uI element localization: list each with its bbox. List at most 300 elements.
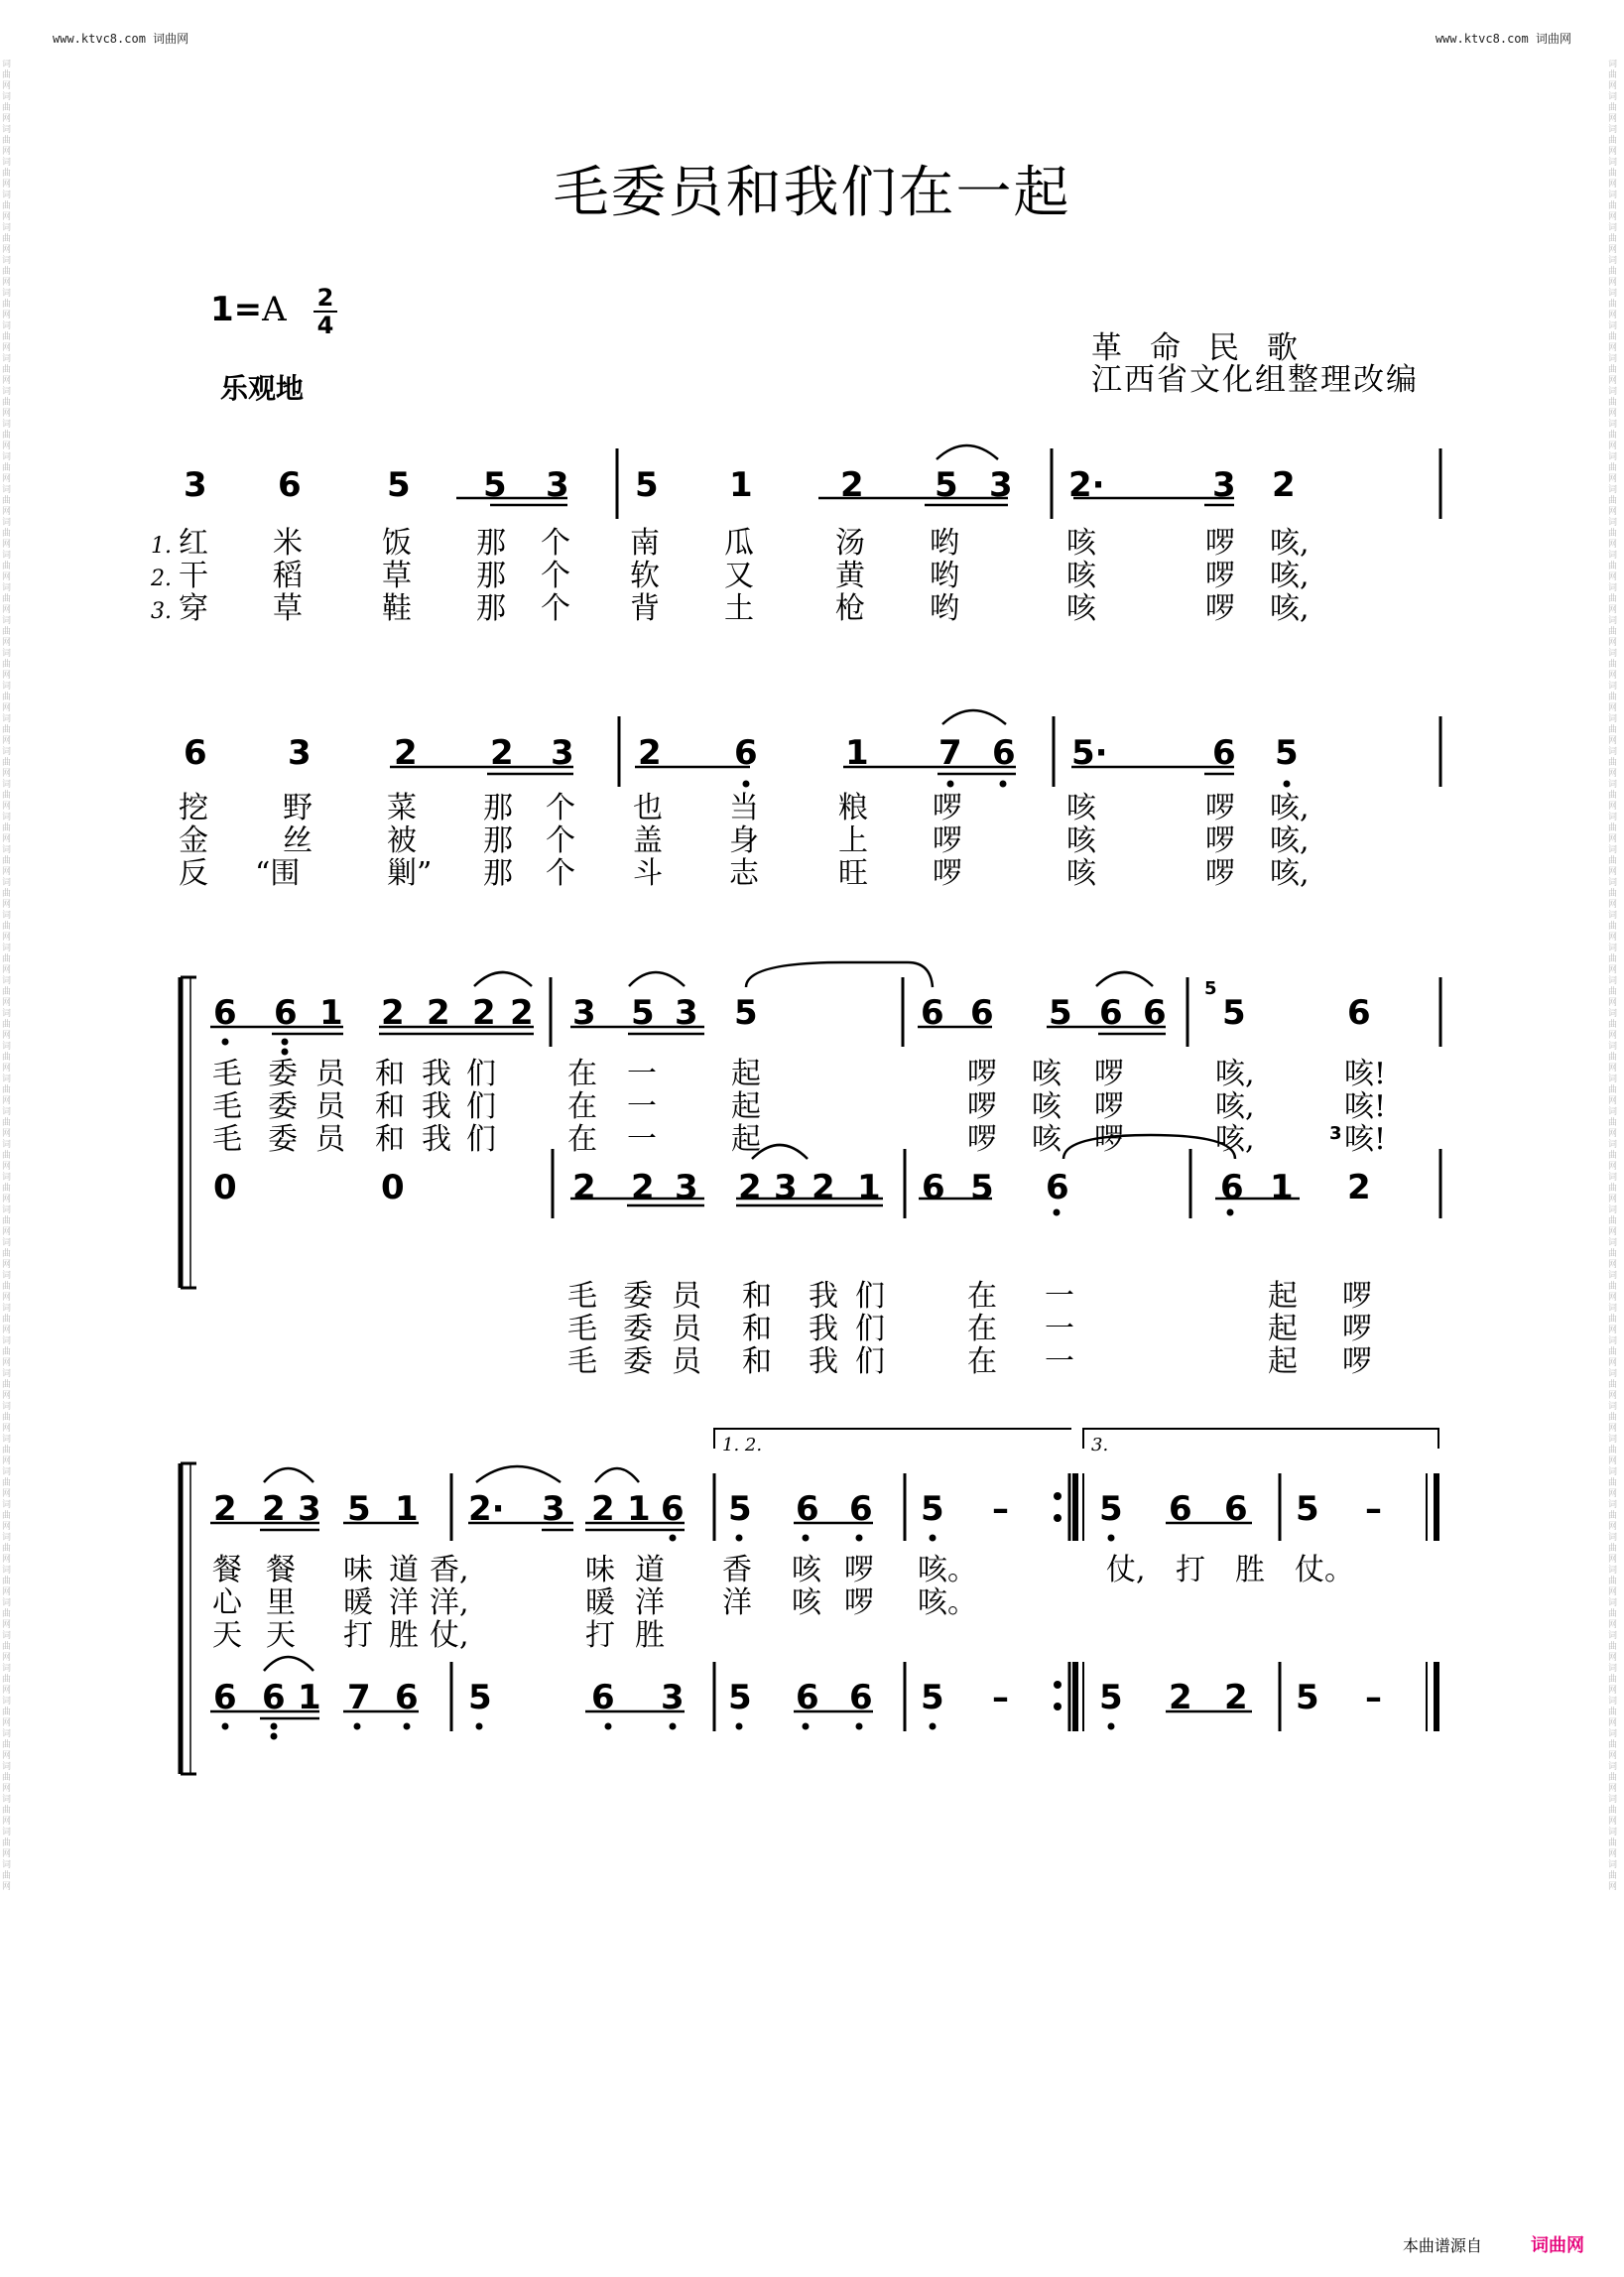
lyric: 啰 xyxy=(1205,591,1235,626)
side-watermark-left: 词曲网词曲网词曲网词曲网词曲网词曲网词曲网词曲网词曲网词曲网词曲网词曲网词曲网词曲网词曲网词曲网词曲网词曲网词曲网词曲网词曲网词曲网词曲网词曲网词曲网词曲网词曲网词曲网词曲网词曲网词曲网词曲网词曲网词曲网词曲网词曲网词曲网词曲网词曲网词曲网词曲网词曲网词曲网词曲网词曲网词曲网词曲网词曲网词曲网词曲网词曲网词曲网词曲网词曲网词曲网词曲网 xyxy=(2,60,12,1892)
lyric: 员 xyxy=(672,1279,701,1314)
note: 6 xyxy=(922,1168,945,1207)
note: 6 xyxy=(184,733,207,773)
note: 6 xyxy=(661,1489,685,1529)
lyric: 员 xyxy=(672,1312,701,1346)
lyric: 们 xyxy=(855,1312,885,1346)
lyric: 啰 xyxy=(1342,1312,1372,1346)
lyric: 盖 xyxy=(633,823,663,858)
lyric: 一 xyxy=(627,1122,657,1157)
lyric: 胜 xyxy=(389,1618,419,1653)
lyric: 员 xyxy=(672,1344,701,1379)
lyric: 草 xyxy=(382,559,412,593)
time-signature-bottom: 4 xyxy=(316,312,334,339)
lyric: 们 xyxy=(466,1089,496,1124)
lyric: 起 xyxy=(1268,1279,1298,1314)
note: 2 xyxy=(638,733,662,773)
lyric: 咳, xyxy=(1215,1122,1255,1157)
verse-number: 1. xyxy=(151,534,172,559)
note: 2 xyxy=(738,1168,762,1207)
note: 6 xyxy=(591,1678,615,1717)
lyric: 啰 xyxy=(844,1585,874,1620)
lyric: 啰 xyxy=(933,856,962,891)
lyric: 啰 xyxy=(844,1553,874,1587)
note: 2 xyxy=(591,1489,615,1529)
lyric: 我 xyxy=(422,1057,451,1091)
note: 5 xyxy=(734,993,758,1033)
lyric: 啰 xyxy=(1094,1122,1124,1157)
note: 7 xyxy=(347,1678,371,1717)
lyric: 们 xyxy=(855,1279,885,1314)
note: 3 xyxy=(675,1168,698,1207)
lyric: 毛 xyxy=(212,1122,242,1157)
note: 5 xyxy=(1222,993,1246,1033)
lyric: 枪 xyxy=(835,591,865,626)
lyric: 委 xyxy=(268,1122,298,1157)
note: 6 xyxy=(1220,1168,1244,1207)
lyric: 咳。 xyxy=(918,1553,977,1587)
lyric: 斗 xyxy=(633,856,663,891)
lyric: 啰 xyxy=(967,1122,997,1157)
note: 5 xyxy=(631,993,655,1033)
volta-1: 1. 2. xyxy=(722,1435,763,1455)
lyric: 饭 xyxy=(382,526,412,561)
note: 5 xyxy=(1099,1678,1123,1717)
lyric: 起 xyxy=(1268,1344,1298,1379)
row2-lyrics xyxy=(179,791,1310,891)
note: 6 xyxy=(1224,1489,1248,1529)
lyric: 啰 xyxy=(1205,559,1235,593)
note: 6 xyxy=(1169,1489,1192,1529)
note: 3 xyxy=(675,993,698,1033)
note: 6 xyxy=(970,993,994,1033)
lyric: 委 xyxy=(623,1344,653,1379)
note: 1 xyxy=(298,1678,321,1717)
lyric: 在 xyxy=(967,1344,997,1379)
note: 1 xyxy=(845,733,869,773)
lyric: 上 xyxy=(838,823,868,858)
lyric: 仗, xyxy=(1106,1553,1146,1587)
row3a-notes xyxy=(213,978,1371,1033)
row4a-lyrics xyxy=(212,1553,1354,1653)
lyric: 咳, xyxy=(1215,1057,1255,1091)
lyric: 委 xyxy=(268,1089,298,1124)
lyric: 我 xyxy=(422,1122,451,1157)
song-title: 毛委员和我们在一起 xyxy=(553,161,1071,225)
lyric: 啰 xyxy=(967,1089,997,1124)
lyric: 软 xyxy=(630,559,660,593)
lyric: 洋, xyxy=(430,1585,469,1620)
lyric: 打 xyxy=(585,1618,615,1653)
note: 3 xyxy=(661,1678,685,1717)
note: 6 xyxy=(734,733,758,773)
note: 6 xyxy=(921,993,944,1033)
note: 2 xyxy=(472,993,496,1033)
note: 6 xyxy=(1143,993,1167,1033)
lyric: 瓜 xyxy=(724,526,754,561)
lyric: 在 xyxy=(967,1312,997,1346)
lyric: 咳! xyxy=(1344,1089,1387,1124)
lyric: 味 xyxy=(343,1553,373,1587)
lyric: 我 xyxy=(809,1312,838,1346)
lyric: 个 xyxy=(546,856,575,891)
note: 1 xyxy=(395,1489,419,1529)
lyric: 天 xyxy=(266,1618,296,1653)
note: 2 xyxy=(1347,1168,1371,1207)
lyric: 个 xyxy=(541,526,570,561)
row3b-lyrics xyxy=(567,1279,1372,1379)
note: 5 xyxy=(468,1678,492,1717)
lyric: 黄 xyxy=(835,559,865,593)
lyric: 南 xyxy=(630,526,660,561)
note: 5 xyxy=(1296,1678,1319,1717)
lyric: 道 xyxy=(635,1553,665,1587)
grace-note: 5 xyxy=(1204,978,1217,999)
lyric: 志 xyxy=(729,856,759,891)
lyric: 红 xyxy=(179,526,208,561)
note: 6 xyxy=(213,1678,237,1717)
lyric: 丝 xyxy=(283,823,312,858)
note: 5 xyxy=(1275,733,1299,773)
note: – xyxy=(1365,1489,1382,1529)
lyric: 起 xyxy=(731,1089,761,1124)
lyric: 咳 xyxy=(1066,823,1096,858)
lyric: 毛 xyxy=(212,1057,242,1091)
note: 5 xyxy=(347,1489,371,1529)
note: 6 xyxy=(849,1678,873,1717)
note: 2 xyxy=(572,1168,596,1207)
lyric: 在 xyxy=(567,1089,597,1124)
lyric: 鞋 xyxy=(382,591,412,626)
note: 6 xyxy=(1212,733,1236,773)
lyric: 香, xyxy=(430,1553,469,1587)
note: 5 xyxy=(970,1168,994,1207)
lyric: 咳, xyxy=(1215,1089,1255,1124)
lyric: 和 xyxy=(742,1312,772,1346)
lyric: 我 xyxy=(809,1344,838,1379)
lyric: 又 xyxy=(724,559,754,593)
lyric: 身 xyxy=(729,823,759,858)
lyric: 咳 xyxy=(1066,526,1096,561)
lyric: 餐 xyxy=(266,1553,296,1587)
note: 5 xyxy=(1049,993,1072,1033)
note: 3 xyxy=(288,733,312,773)
lyric: 咳, xyxy=(1270,591,1310,626)
lyric: 胜 xyxy=(635,1618,665,1653)
lyric: 员 xyxy=(315,1089,345,1124)
note: 6 xyxy=(278,465,302,505)
lyric: 啰 xyxy=(1342,1344,1372,1379)
note: 5 xyxy=(935,465,958,505)
lyric: 哟 xyxy=(930,559,959,593)
lyric: 挖 xyxy=(179,791,208,825)
lyric: 起 xyxy=(1268,1312,1298,1346)
note: 1 xyxy=(1270,1168,1294,1207)
note: 5 xyxy=(387,465,411,505)
note: 3 xyxy=(298,1489,321,1529)
lyric: 餐 xyxy=(212,1553,242,1587)
lyric: 员 xyxy=(315,1122,345,1157)
note: 2 xyxy=(840,465,864,505)
lyric: 个 xyxy=(541,591,570,626)
note: 7 xyxy=(938,733,962,773)
lyric: 金 xyxy=(179,823,208,858)
lyric: 里 xyxy=(266,1585,296,1620)
note: – xyxy=(992,1678,1009,1717)
credit-genre: 革命民歌 xyxy=(1091,330,1325,366)
lyric: 草 xyxy=(273,591,303,626)
lyric: 哟 xyxy=(930,526,959,561)
footer xyxy=(1403,2231,1584,2257)
lyric: 米 xyxy=(273,526,303,561)
lyric: 咳, xyxy=(1270,526,1310,561)
lyric: 咳 xyxy=(1032,1057,1062,1091)
lyric: 暖 xyxy=(343,1585,373,1620)
note: 1 xyxy=(729,465,753,505)
lyric: 也 xyxy=(633,791,663,825)
note: 6 xyxy=(1347,993,1371,1033)
lyric: 当 xyxy=(729,791,759,825)
lyric: 哟 xyxy=(930,591,959,626)
header-left-site: 词曲网 xyxy=(153,32,189,46)
lyric: 野 xyxy=(283,791,312,825)
lyric: 啰 xyxy=(1094,1057,1124,1091)
note: 2 xyxy=(490,733,514,773)
lyric: 毛 xyxy=(212,1089,242,1124)
lyric: 一 xyxy=(627,1089,657,1124)
note: – xyxy=(1365,1678,1382,1717)
lyric: 咳 xyxy=(1066,559,1096,593)
lyric: 和 xyxy=(375,1057,405,1091)
lyric: 咳! xyxy=(1344,1122,1387,1157)
verse-number: 3. xyxy=(151,599,172,624)
lyric: 们 xyxy=(466,1122,496,1157)
note: 3 xyxy=(546,465,569,505)
lyric: 咳, xyxy=(1270,823,1310,858)
lyric: 那 xyxy=(476,591,506,626)
note: 6 xyxy=(796,1678,819,1717)
note: 3 xyxy=(989,465,1013,505)
lyric: 啰 xyxy=(1205,856,1235,891)
note: 6 xyxy=(992,733,1016,773)
lyric: 心 xyxy=(212,1585,242,1620)
lyric: 咳! xyxy=(1344,1057,1387,1091)
lyric: 咳 xyxy=(792,1553,821,1587)
credit-arranger: 江西省文化组整理改编 xyxy=(1091,362,1419,398)
lyric: 咳 xyxy=(1032,1122,1062,1157)
note: 5· xyxy=(1071,733,1108,773)
lyric: 在 xyxy=(567,1122,597,1157)
note: 2 xyxy=(394,733,418,773)
note: 3 xyxy=(572,993,596,1033)
row2-octave-dots xyxy=(743,781,1291,788)
note: 2· xyxy=(468,1489,505,1529)
lyric: 个 xyxy=(541,559,570,593)
lyric: 一 xyxy=(1045,1279,1074,1314)
lyric: 咳 xyxy=(792,1585,821,1620)
lyric: 那 xyxy=(476,526,506,561)
lyric: 啰 xyxy=(933,823,962,858)
lyric: 那 xyxy=(483,823,513,858)
note: 3 xyxy=(774,1168,798,1207)
lyric: 咳 xyxy=(1066,856,1096,891)
note: 2 xyxy=(381,993,405,1033)
lyric: 仗, xyxy=(430,1618,469,1653)
lyric: 和 xyxy=(375,1122,405,1157)
lyric: 咳 xyxy=(1066,591,1096,626)
note: 5 xyxy=(1296,1489,1319,1529)
lyric: 洋 xyxy=(722,1585,752,1620)
note: 2 xyxy=(427,993,450,1033)
footer-brand[interactable]: 词曲网 xyxy=(1531,2235,1584,2256)
lyric: 一 xyxy=(627,1057,657,1091)
header-right-url[interactable]: www.ktvc8.com xyxy=(1435,32,1529,46)
lyric: 委 xyxy=(623,1312,653,1346)
lyric: 洋 xyxy=(389,1585,419,1620)
lyric: 们 xyxy=(855,1344,885,1379)
note: 0 xyxy=(381,1168,405,1207)
lyric: 啰 xyxy=(967,1057,997,1091)
lyric: 香 xyxy=(722,1553,752,1587)
note: 6 xyxy=(1099,993,1123,1033)
verse-number: 2. xyxy=(151,567,172,591)
lyric: 背 xyxy=(630,591,660,626)
header-right-site: 词曲网 xyxy=(1535,32,1571,46)
note: 5 xyxy=(728,1678,752,1717)
key-note: A xyxy=(262,290,287,329)
lyric: 在 xyxy=(567,1057,597,1091)
lyric: 洋 xyxy=(635,1585,665,1620)
lyric: 员 xyxy=(315,1057,345,1091)
header-left-url[interactable]: www.ktvc8.com xyxy=(53,32,146,46)
note: 1 xyxy=(627,1489,651,1529)
lyric: 啰 xyxy=(1205,791,1235,825)
lyric: 啰 xyxy=(1205,526,1235,561)
lyric: 那 xyxy=(483,856,513,891)
lyric: 咳, xyxy=(1270,856,1310,891)
row1-lyrics xyxy=(150,526,1310,626)
lyric: 土 xyxy=(724,591,754,626)
lyric: 干 xyxy=(179,559,208,593)
lyric: 和 xyxy=(375,1089,405,1124)
lyric: 粮 xyxy=(838,791,868,825)
lyric: 和 xyxy=(742,1279,772,1314)
lyric: 毛 xyxy=(567,1279,597,1314)
lyric: 菜 xyxy=(387,791,417,825)
lyric: 毛 xyxy=(567,1312,597,1346)
lyric: 咳, xyxy=(1270,791,1310,825)
lyric: 汤 xyxy=(835,526,865,561)
note: 2 xyxy=(262,1489,286,1529)
note: 2 xyxy=(213,1489,237,1529)
lyric: 那 xyxy=(483,791,513,825)
note: 2 xyxy=(1224,1678,1248,1717)
lyric: 旺 xyxy=(838,856,868,891)
lyric: 在 xyxy=(967,1279,997,1314)
lyric: 和 xyxy=(742,1344,772,1379)
lyric: 打 xyxy=(1176,1553,1205,1587)
note: 6 xyxy=(796,1489,819,1529)
lyric: 剿” xyxy=(387,856,433,891)
tempo-marking: 乐观地 xyxy=(220,372,305,405)
note: 2 xyxy=(631,1168,655,1207)
side-watermark-right: 词曲网词曲网词曲网词曲网词曲网词曲网词曲网词曲网词曲网词曲网词曲网词曲网词曲网词曲网词曲网词曲网词曲网词曲网词曲网词曲网词曲网词曲网词曲网词曲网词曲网词曲网词曲网词曲网词曲网词曲网词曲网词曲网词曲网词曲网词曲网词曲网词曲网词曲网词曲网词曲网词曲网词曲网词曲网词曲网词曲网词曲网词曲网词曲网词曲网词曲网词曲网词曲网词曲网词曲网词曲网词曲网 xyxy=(1608,60,1618,1892)
lyric: 道 xyxy=(389,1553,419,1587)
lyric: 我 xyxy=(809,1279,838,1314)
lyric: 暖 xyxy=(585,1585,615,1620)
note: 0 xyxy=(213,1168,237,1207)
note: 6 xyxy=(1046,1168,1069,1207)
lyric: 咳。 xyxy=(918,1585,977,1620)
note: 3 xyxy=(1212,465,1236,505)
note: 5 xyxy=(635,465,659,505)
note: 5 xyxy=(1099,1489,1123,1529)
note: 5 xyxy=(921,1489,944,1529)
time-signature-top: 2 xyxy=(316,284,334,312)
lyric: 我 xyxy=(422,1089,451,1124)
lyric: 打 xyxy=(343,1618,373,1653)
lyric: “围 xyxy=(255,856,301,891)
lyric: 咳 xyxy=(1032,1089,1062,1124)
lyric: 味 xyxy=(585,1553,615,1587)
note: 2 xyxy=(510,993,534,1033)
note: 3 xyxy=(542,1489,565,1529)
note: 5 xyxy=(483,465,507,505)
note: 3 xyxy=(184,465,207,505)
note: 1 xyxy=(319,993,343,1033)
lyric: 穿 xyxy=(179,591,208,626)
lyric: 一 xyxy=(1045,1312,1074,1346)
note: 2 xyxy=(1169,1678,1192,1717)
lyric: 啰 xyxy=(1094,1089,1124,1124)
note: 6 xyxy=(262,1678,286,1717)
note: 2 xyxy=(1272,465,1296,505)
lyric: 们 xyxy=(466,1057,496,1091)
note: 6 xyxy=(849,1489,873,1529)
lyric: 咳 xyxy=(1066,791,1096,825)
lyric: 那 xyxy=(476,559,506,593)
lyric: 个 xyxy=(546,791,575,825)
lyric: 胜 xyxy=(1235,1553,1265,1587)
note: 2 xyxy=(812,1168,835,1207)
note: 6 xyxy=(213,993,237,1033)
note: 6 xyxy=(395,1678,419,1717)
row3-octave-dots xyxy=(222,1039,1234,1216)
note: 6 xyxy=(274,993,298,1033)
note: 1 xyxy=(857,1168,881,1207)
lyric: 天 xyxy=(212,1618,242,1653)
note: 2· xyxy=(1068,465,1105,505)
lyric: 仗。 xyxy=(1295,1553,1354,1587)
lyric: 委 xyxy=(623,1279,653,1314)
note: – xyxy=(992,1489,1009,1529)
lyric: 反 xyxy=(179,856,208,891)
lyric: 毛 xyxy=(567,1344,597,1379)
volta-labels xyxy=(722,1435,1108,1455)
lyric: 起 xyxy=(731,1122,761,1157)
lyric: 被 xyxy=(387,823,417,858)
row3a-lyrics xyxy=(212,1057,1386,1157)
lyric: 稻 xyxy=(273,559,303,593)
note: 5 xyxy=(921,1678,944,1717)
note: 5 xyxy=(728,1489,752,1529)
lyric: 个 xyxy=(546,823,575,858)
grace-note: 3 xyxy=(1329,1123,1342,1144)
footer-source: 本曲谱源自 xyxy=(1402,2236,1482,2255)
lyric: 起 xyxy=(731,1057,761,1091)
lyric: 一 xyxy=(1045,1344,1074,1379)
lyric: 咳, xyxy=(1270,559,1310,593)
